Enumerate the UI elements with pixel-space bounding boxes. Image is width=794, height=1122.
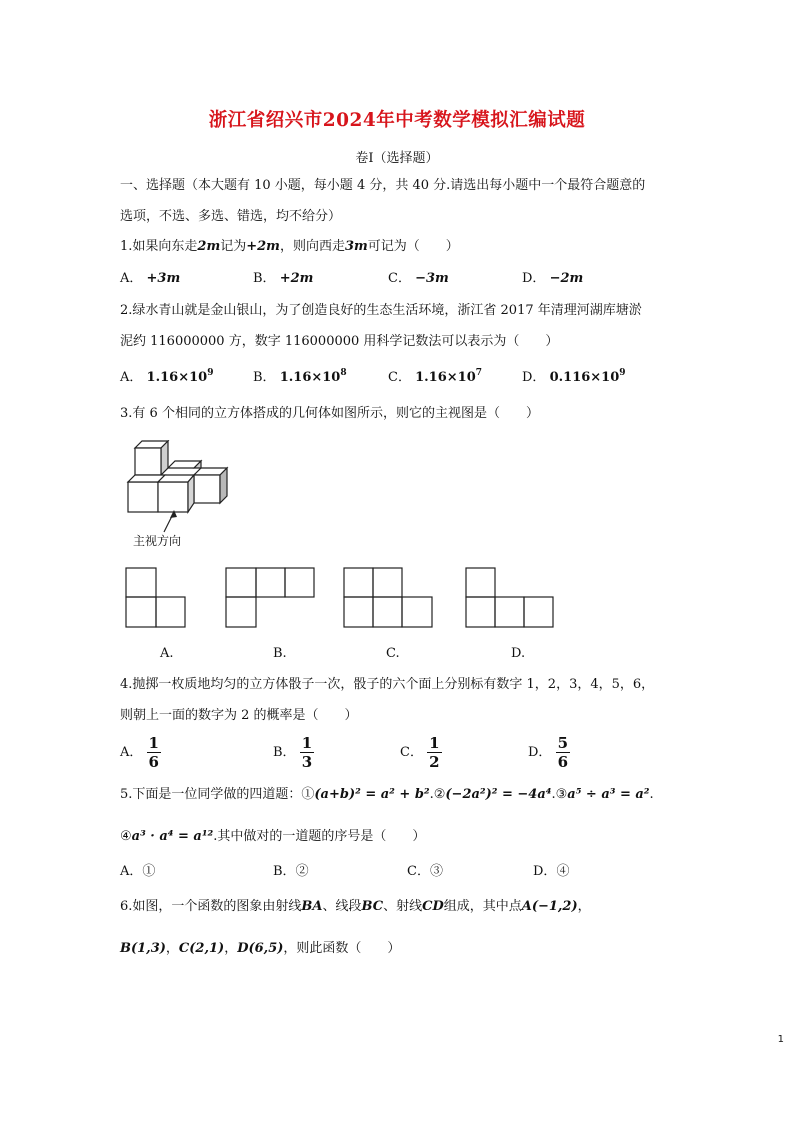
option-value: ③ <box>429 864 443 879</box>
q2-stem-line1: 2.绿水青山就是金山银山，为了创造良好的生态生活环境，浙江省 2017 年清理河湖库塘淤 <box>120 303 642 318</box>
q6-comma: ， <box>165 941 179 956</box>
q5-option-d <box>533 863 569 880</box>
denominator: 6 <box>148 753 159 771</box>
figure-option-d <box>466 568 553 627</box>
q4-option-d <box>528 734 570 771</box>
option-label: C． <box>400 745 423 760</box>
q6-sep: 、射线 <box>383 899 423 914</box>
option-exponent: 7 <box>475 368 483 378</box>
q6-stem-a: 6.如图，一个函数的图象由射线 <box>120 899 302 914</box>
q5-line2-b: .其中做对的一道题的序号是（ ） <box>213 829 426 844</box>
denominator: 6 <box>557 753 569 771</box>
option-exponent: 9 <box>207 368 214 378</box>
numerator: 1 <box>301 734 313 752</box>
option-label: C． <box>407 864 430 879</box>
option-label: D． <box>522 370 546 385</box>
section-instruction-line1: 一、选择题（本大题有 10 小题，每小题 4 分，共 40 分.请选出每小题中一个最符合题意的 <box>120 178 646 193</box>
q6-stem-b: 组成，其中点 <box>443 899 522 914</box>
q5-stem-b: .② <box>429 787 446 802</box>
figure-label-a: A. <box>160 646 174 661</box>
figure-label-c: C. <box>386 646 400 661</box>
option-label: B． <box>273 745 296 760</box>
denominator: 2 <box>429 753 440 771</box>
q6-stem-c: ，则此函数（ ） <box>283 941 401 956</box>
option-label: C． <box>388 370 411 385</box>
option-base: 0.116×10 <box>549 370 620 385</box>
q4-stem-line1: 4.抛掷一枚质地均匀的立方体骰子一次，骰子的六个面上分别标有数字 1，2，3，4，5，6， <box>120 677 655 692</box>
numerator: 5 <box>557 734 569 752</box>
figure-label-d: D. <box>511 646 526 661</box>
option-value: ④ <box>556 864 570 879</box>
option-base: 1.16×10 <box>146 370 208 385</box>
q6-stem-line2 <box>120 940 400 957</box>
option-label: B． <box>273 864 296 879</box>
q1-stem-d: 可记为（ ） <box>367 239 459 254</box>
point-c: C(2,1) <box>178 941 225 956</box>
q5-option-a <box>120 863 155 880</box>
option-label: D． <box>533 864 557 879</box>
fraction <box>427 734 441 771</box>
ray-cd: CD <box>422 899 444 914</box>
q5-stem-c: .③ <box>551 787 568 802</box>
fraction <box>147 734 161 771</box>
option-label: A． <box>120 745 143 760</box>
q1-option-d <box>522 270 583 287</box>
option-label: D． <box>522 271 546 286</box>
q2-option-d <box>522 369 626 386</box>
document-title: 浙江省绍兴市2024年中考数学模拟汇编试题 <box>208 110 586 131</box>
point-a: A(−1,2) <box>521 899 578 914</box>
q6-comma: ， <box>224 941 238 956</box>
option-label: B． <box>253 271 276 286</box>
option-label: A． <box>120 864 143 879</box>
q1-math-1: 2m <box>197 239 221 254</box>
q2-stem-line2: 泥约 116000000 方，数字 116000000 用科学记数法可以表示为（ ） <box>120 334 559 349</box>
ray-ba: BA <box>301 899 323 914</box>
q2-option-a <box>120 369 213 386</box>
q4-stem-line2: 则朝上一面的数字为 2 的概率是（ ） <box>120 708 358 723</box>
q4-option-b <box>273 734 314 771</box>
numerator: 1 <box>429 734 440 752</box>
section-subtitle: 卷Ⅰ（选择题） <box>355 151 439 166</box>
option-base: 1.16×10 <box>415 370 476 385</box>
q5-stem-d: . <box>649 787 654 802</box>
q6-sep: 、线段 <box>322 899 362 914</box>
q5-stem-line1 <box>120 786 654 803</box>
option-value: −2m <box>549 271 584 286</box>
option-value: ① <box>142 864 156 879</box>
q1-math-2: +2m <box>246 239 280 254</box>
page-number: 1 <box>777 1034 784 1045</box>
q6-stem-line1 <box>120 898 591 915</box>
q1-stem-a: 1.如果向东走 <box>120 239 198 254</box>
option-label: D． <box>528 745 552 760</box>
figure-label-b: B. <box>273 646 287 661</box>
figure-option-c <box>344 568 432 627</box>
figure-option-a <box>126 568 185 627</box>
q1-stem-c: ，则向西走 <box>279 239 345 254</box>
q5-option-b <box>273 863 309 880</box>
option-label: C． <box>388 271 411 286</box>
denominator: 3 <box>301 753 313 771</box>
option-label: A． <box>120 370 143 385</box>
option-base: 1.16×10 <box>279 370 341 385</box>
q1-stem <box>120 238 459 255</box>
q5-line2-a: ④ <box>120 829 132 844</box>
q5-expression-2: (−2a²)² = −4a⁴ <box>445 787 552 802</box>
option-value: +3m <box>146 271 181 286</box>
segment-bc: BC <box>361 899 384 914</box>
q4-option-a <box>120 734 161 771</box>
fraction <box>300 734 314 771</box>
q4-option-c <box>400 734 442 771</box>
option-value: +2m <box>279 271 314 286</box>
q1-option-a <box>120 270 180 287</box>
view-direction-label: 主视方向 <box>133 534 182 548</box>
point-d: D(6,5) <box>237 941 284 956</box>
option-exponent: 9 <box>619 368 626 378</box>
option-value: ② <box>295 864 309 879</box>
option-value: −3m <box>415 271 449 286</box>
point-b: B(1,3) <box>120 941 166 956</box>
fraction <box>556 734 570 771</box>
numerator: 1 <box>148 734 159 752</box>
q5-option-c <box>407 863 443 880</box>
q1-math-3: 3m <box>344 239 368 254</box>
q5-stem-line2 <box>120 828 425 845</box>
section-instruction-line2: 选项，不选、多选、错选，均不给分） <box>120 209 342 224</box>
q5-expression-3: a⁵ ÷ a³ = a² <box>567 787 650 802</box>
q1-option-b <box>253 270 313 287</box>
q3-option-figures <box>124 566 564 630</box>
q2-option-c <box>388 369 482 386</box>
q6-comma: ， <box>577 899 591 914</box>
q5-expression-4: a³ · a⁴ = a¹² <box>131 829 214 844</box>
figure-option-b <box>226 568 314 627</box>
q5-stem-a: 5.下面是一位同学做的四道题：① <box>120 787 315 802</box>
option-label: A． <box>120 271 143 286</box>
option-label: B． <box>253 370 276 385</box>
q3-stem: 3.有 6 个相同的立方体搭成的几何体如图所示，则它的主视图是（ ） <box>120 406 539 421</box>
option-exponent: 8 <box>340 368 347 378</box>
q1-option-c <box>388 270 449 287</box>
q2-option-b <box>253 369 347 386</box>
q1-stem-b: 记为 <box>220 239 247 254</box>
q5-expression-1: (a+b)² = a² + b² <box>314 787 430 802</box>
